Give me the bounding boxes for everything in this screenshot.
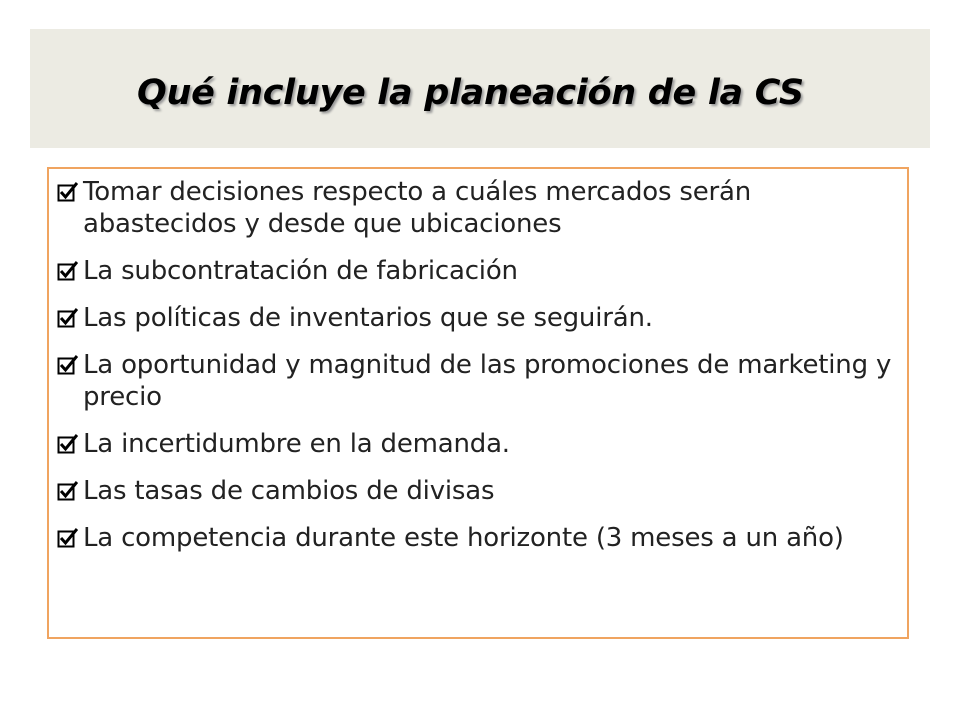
list-item	[57, 176, 897, 240]
bullet-text: La competencia durante este horizonte (3 meses a un año)	[83, 523, 844, 553]
checkbox-check-icon	[57, 434, 78, 455]
bullet-text: La incertidumbre en la demanda.	[83, 429, 510, 459]
bullet-text: Tomar decisiones respecto a cuáles mercados serán abastecidos y desde que ubicaciones	[83, 177, 752, 239]
list-item	[57, 428, 897, 460]
content-box	[47, 167, 909, 639]
bullet-list	[57, 176, 897, 569]
slide-title: Qué incluye la planeación de la CS	[137, 73, 804, 113]
checkbox-check-icon	[57, 481, 78, 502]
bullet-text: Las tasas de cambios de divisas	[83, 476, 495, 506]
list-item	[57, 255, 897, 287]
bullet-text: La subcontratación de fabricación	[83, 256, 518, 286]
list-item	[57, 522, 897, 554]
checkbox-check-icon	[57, 308, 78, 329]
bullet-text: Las políticas de inventarios que se seguirán.	[83, 303, 653, 333]
checkbox-check-icon	[57, 182, 78, 203]
list-item	[57, 475, 897, 507]
checkbox-check-icon	[57, 355, 78, 376]
checkbox-check-icon	[57, 261, 78, 282]
list-item	[57, 302, 897, 334]
bullet-text: La oportunidad y magnitud de las promociones de marketing y precio	[83, 350, 892, 412]
checkbox-check-icon	[57, 528, 78, 549]
list-item	[57, 349, 897, 413]
